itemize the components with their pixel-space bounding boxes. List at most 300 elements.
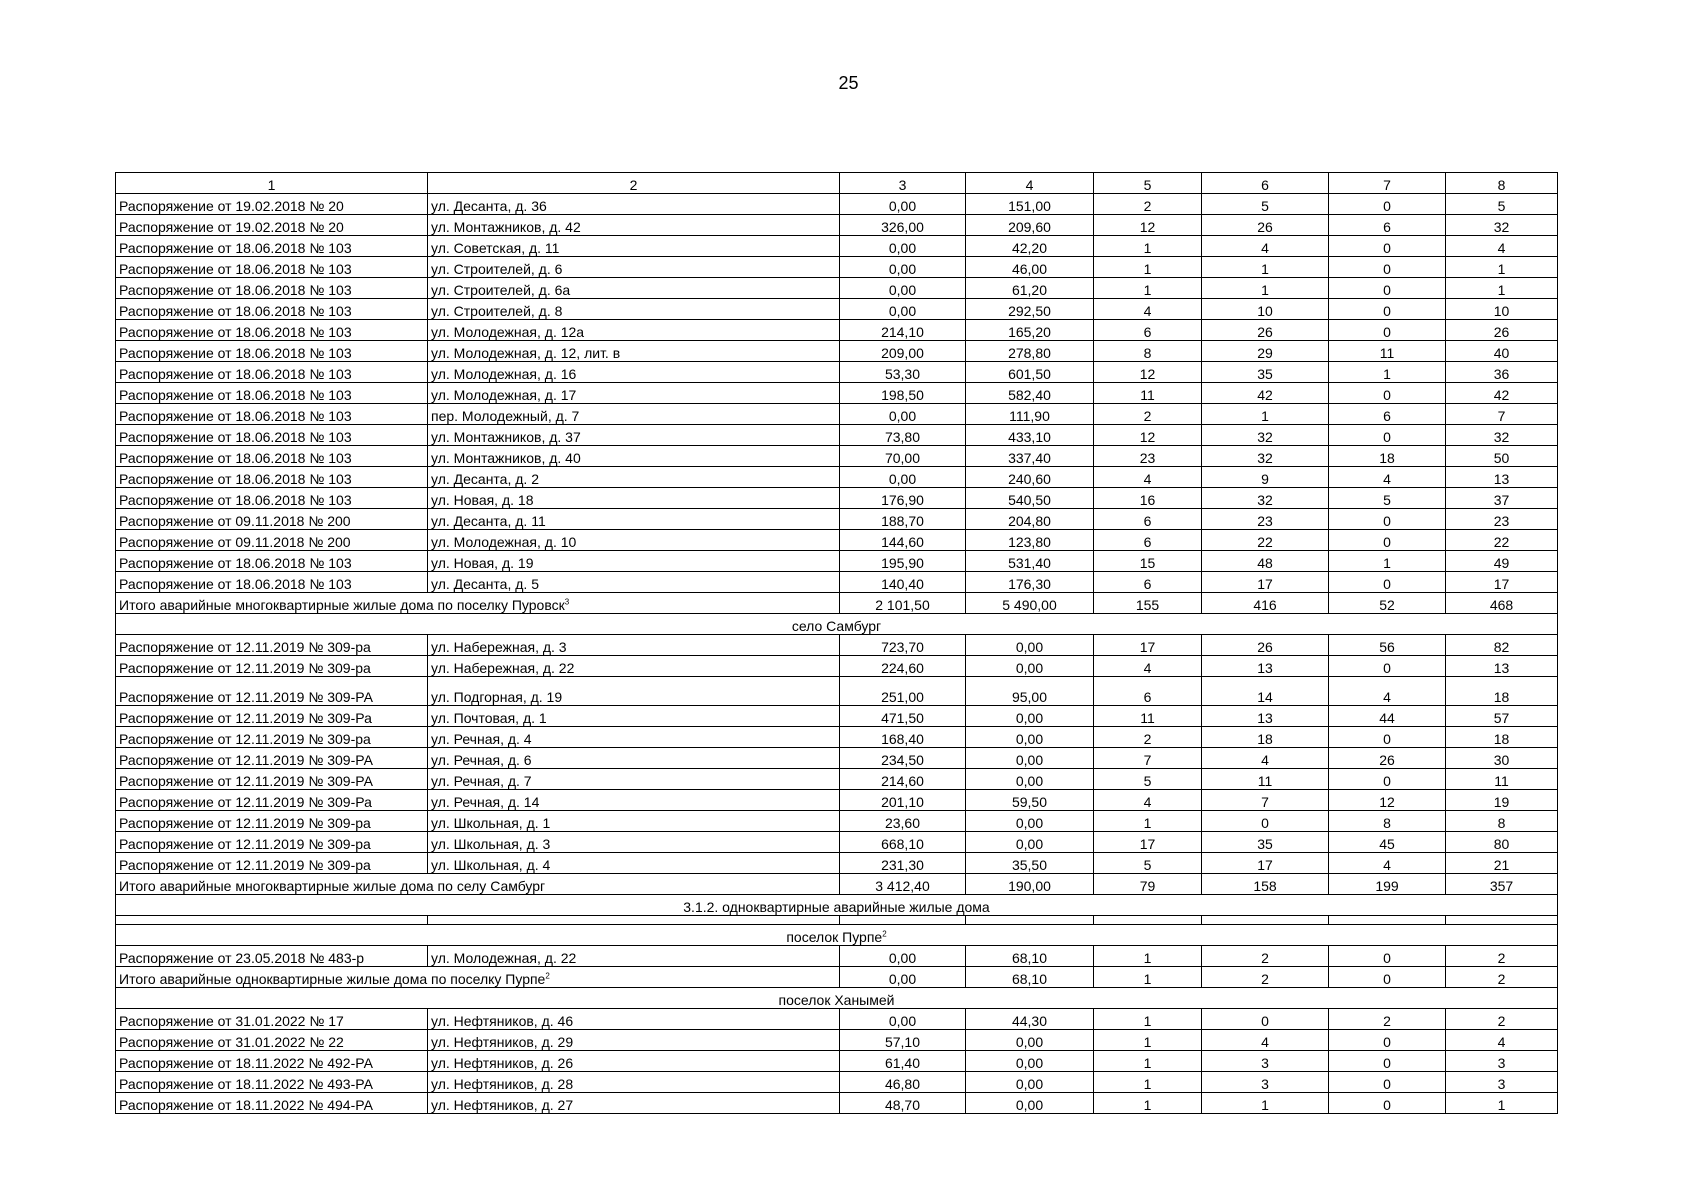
value-cell: 0,00 [840,467,966,488]
spacer-cell [1094,916,1202,925]
value-cell: 15 [1094,551,1202,572]
address-cell: ул. Монтажников, д. 37 [428,425,840,446]
order-cell: Распоряжение от 18.06.2018 № 103 [116,341,428,362]
value-cell: 0 [1202,811,1329,832]
value-cell: 17 [1202,853,1329,874]
table-row [116,341,1558,362]
value-cell: 0,00 [840,946,966,967]
section-title: село Самбург [791,618,882,634]
total-value-cell: 0,00 [840,967,966,988]
address-cell: ул. Монтажников, д. 42 [428,215,840,236]
value-cell: 165,20 [966,320,1094,341]
value-cell: 1 [1446,1093,1558,1114]
value-cell: 61,20 [966,278,1094,299]
value-cell: 0,00 [966,769,1094,790]
section-title: поселок Ханымей [778,992,895,1008]
value-cell: 29 [1202,341,1329,362]
table-row [116,706,1558,727]
value-cell: 44,30 [966,1009,1094,1030]
address-cell: ул. Строителей, д. 6 [428,257,840,278]
value-cell: 0,00 [966,1093,1094,1114]
footnote-marker: 3 [564,597,570,607]
value-cell: 35 [1202,832,1329,853]
total-value-cell: 52 [1329,593,1446,614]
value-cell: 1 [1094,1051,1202,1072]
total-value-cell: 2 [1446,967,1558,988]
value-cell: 6 [1329,215,1446,236]
value-cell: 32 [1446,425,1558,446]
order-cell: Распоряжение от 18.06.2018 № 103 [116,362,428,383]
value-cell: 292,50 [966,299,1094,320]
total-row [116,593,1558,614]
spacer-row [116,916,1558,925]
value-cell: 9 [1202,467,1329,488]
table-row [116,572,1558,593]
address-cell: ул. Строителей, д. 6а [428,278,840,299]
value-cell: 4 [1202,748,1329,769]
address-cell: ул. Речная, д. 6 [428,748,840,769]
value-cell: 3 [1446,1072,1558,1093]
value-cell: 0 [1329,1072,1446,1093]
value-cell: 13 [1202,656,1329,677]
value-cell: 0 [1202,1009,1329,1030]
order-cell: Распоряжение от 18.06.2018 № 103 [116,383,428,404]
value-cell: 123,80 [966,530,1094,551]
value-cell: 0 [1329,278,1446,299]
value-cell: 471,50 [840,706,966,727]
section-header-row [116,614,1558,635]
address-cell: ул. Нефтяников, д. 28 [428,1072,840,1093]
total-value-cell: 357 [1446,874,1558,895]
order-cell: Распоряжение от 12.11.2019 № 309-РА [116,748,428,769]
value-cell: 11 [1094,383,1202,404]
address-cell: ул. Советская, д. 11 [428,236,840,257]
table-body [116,173,1558,1114]
total-row [116,874,1558,895]
value-cell: 1 [1202,257,1329,278]
value-cell: 48 [1202,551,1329,572]
table-row [116,727,1558,748]
value-cell: 1 [1094,1093,1202,1114]
value-cell: 1 [1202,1093,1329,1114]
value-cell: 0 [1329,946,1446,967]
value-cell: 0,00 [966,1051,1094,1072]
value-cell: 251,00 [840,677,966,706]
value-cell: 23 [1202,509,1329,530]
section-header-row [116,988,1558,1009]
value-cell: 582,40 [966,383,1094,404]
value-cell: 23 [1446,509,1558,530]
table-row [116,320,1558,341]
value-cell: 0 [1329,572,1446,593]
value-cell: 5 [1446,194,1558,215]
spacer-cell [1202,916,1329,925]
value-cell: 2 [1446,1009,1558,1030]
total-value-cell: 3 412,40 [840,874,966,895]
value-cell: 26 [1202,635,1329,656]
value-cell: 2 [1329,1009,1446,1030]
order-cell: Распоряжение от 19.02.2018 № 20 [116,215,428,236]
value-cell: 0,00 [840,278,966,299]
value-cell: 531,40 [966,551,1094,572]
order-cell: Распоряжение от 18.11.2022 № 492-РА [116,1051,428,1072]
value-cell: 0,00 [966,748,1094,769]
value-cell: 6 [1094,320,1202,341]
value-cell: 4 [1202,236,1329,257]
value-cell: 0,00 [966,656,1094,677]
value-cell: 278,80 [966,341,1094,362]
value-cell: 12 [1094,215,1202,236]
value-cell: 1 [1094,1030,1202,1051]
table-row [116,790,1558,811]
value-cell: 2 [1094,727,1202,748]
value-cell: 6 [1094,572,1202,593]
address-cell: ул. Десанта, д. 2 [428,467,840,488]
order-cell: Распоряжение от 18.06.2018 № 103 [116,467,428,488]
value-cell: 21 [1446,853,1558,874]
value-cell: 6 [1329,404,1446,425]
address-cell: ул. Школьная, д. 4 [428,853,840,874]
total-value-cell: 2 [1202,967,1329,988]
order-cell: Распоряжение от 18.06.2018 № 103 [116,446,428,467]
value-cell: 48,70 [840,1093,966,1114]
total-value-cell: 190,00 [966,874,1094,895]
value-cell: 1 [1094,278,1202,299]
value-cell: 0,00 [966,811,1094,832]
order-cell: Распоряжение от 12.11.2019 № 309-РА [116,769,428,790]
value-cell: 195,90 [840,551,966,572]
value-cell: 0 [1329,1030,1446,1051]
table-row [116,832,1558,853]
value-cell: 18 [1446,677,1558,706]
value-cell: 17 [1094,832,1202,853]
value-cell: 42 [1446,383,1558,404]
value-cell: 6 [1094,677,1202,706]
value-cell: 53,30 [840,362,966,383]
value-cell: 3 [1446,1051,1558,1072]
value-cell: 5 [1094,853,1202,874]
value-cell: 37 [1446,488,1558,509]
value-cell: 214,10 [840,320,966,341]
total-value-cell: 155 [1094,593,1202,614]
value-cell: 0,00 [966,1030,1094,1051]
value-cell: 8 [1329,811,1446,832]
value-cell: 0,00 [966,635,1094,656]
value-cell: 0 [1329,1093,1446,1114]
value-cell: 151,00 [966,194,1094,215]
order-cell: Распоряжение от 19.02.2018 № 20 [116,194,428,215]
value-cell: 2 [1202,946,1329,967]
value-cell: 668,10 [840,832,966,853]
value-cell: 46,80 [840,1072,966,1093]
column-number-cell: 6 [1202,173,1329,194]
value-cell: 35 [1202,362,1329,383]
value-cell: 18 [1202,727,1329,748]
value-cell: 35,50 [966,853,1094,874]
order-cell: Распоряжение от 18.06.2018 № 103 [116,404,428,425]
value-cell: 234,50 [840,748,966,769]
value-cell: 12 [1094,362,1202,383]
section-header-cell [116,895,1558,916]
address-cell: ул. Речная, д. 7 [428,769,840,790]
address-cell: ул. Набережная, д. 22 [428,656,840,677]
value-cell: 56 [1329,635,1446,656]
value-cell: 5 [1094,769,1202,790]
address-cell: ул. Нефтяников, д. 29 [428,1030,840,1051]
value-cell: 433,10 [966,425,1094,446]
column-number-cell: 1 [116,173,428,194]
value-cell: 144,60 [840,530,966,551]
table-row [116,194,1558,215]
value-cell: 2 [1094,194,1202,215]
value-cell: 1 [1329,362,1446,383]
table-row [116,383,1558,404]
value-cell: 7 [1446,404,1558,425]
total-label-cell [116,967,840,988]
value-cell: 1 [1094,1072,1202,1093]
value-cell: 10 [1202,299,1329,320]
order-cell: Распоряжение от 23.05.2018 № 483-р [116,946,428,967]
total-value-cell: 468 [1446,593,1558,614]
value-cell: 13 [1202,706,1329,727]
table-row [116,677,1558,706]
table-row [116,1093,1558,1114]
value-cell: 209,00 [840,341,966,362]
spacer-cell [428,916,840,925]
address-cell: ул. Новая, д. 18 [428,488,840,509]
total-value-cell: 158 [1202,874,1329,895]
value-cell: 10 [1446,299,1558,320]
value-cell: 8 [1094,341,1202,362]
value-cell: 601,50 [966,362,1094,383]
value-cell: 59,50 [966,790,1094,811]
value-cell: 26 [1446,320,1558,341]
value-cell: 5 [1329,488,1446,509]
value-cell: 1 [1329,551,1446,572]
value-cell: 224,60 [840,656,966,677]
total-value-cell: 1 [1094,967,1202,988]
value-cell: 2 [1094,404,1202,425]
column-number-cell: 4 [966,173,1094,194]
value-cell: 6 [1094,530,1202,551]
address-cell: ул. Новая, д. 19 [428,551,840,572]
table-row [116,811,1558,832]
table-row [116,299,1558,320]
value-cell: 32 [1446,215,1558,236]
value-cell: 198,50 [840,383,966,404]
value-cell: 0 [1329,236,1446,257]
value-cell: 17 [1202,572,1329,593]
table-row [116,769,1558,790]
value-cell: 26 [1329,748,1446,769]
value-cell: 18 [1446,727,1558,748]
order-cell: Распоряжение от 12.11.2019 № 309-ра [116,727,428,748]
total-label: Итого аварийные одноквартирные жилые дома по поселку Пурпе [119,971,546,987]
value-cell: 176,30 [966,572,1094,593]
value-cell: 0 [1329,530,1446,551]
address-cell: ул. Нефтяников, д. 26 [428,1051,840,1072]
order-cell: Распоряжение от 31.01.2022 № 22 [116,1030,428,1051]
table-row [116,1072,1558,1093]
total-value-cell: 5 490,00 [966,593,1094,614]
address-cell: ул. Десанта, д. 36 [428,194,840,215]
value-cell: 1 [1202,278,1329,299]
value-cell: 540,50 [966,488,1094,509]
table-row [116,551,1558,572]
value-cell: 40 [1446,341,1558,362]
address-cell: ул. Подгорная, д. 19 [428,677,840,706]
value-cell: 0,00 [966,832,1094,853]
value-cell: 11 [1329,341,1446,362]
column-number-cell: 3 [840,173,966,194]
value-cell: 0,00 [840,236,966,257]
value-cell: 7 [1202,790,1329,811]
value-cell: 68,10 [966,946,1094,967]
value-cell: 95,00 [966,677,1094,706]
value-cell: 0 [1329,299,1446,320]
value-cell: 4 [1329,853,1446,874]
value-cell: 4 [1202,1030,1329,1051]
order-cell: Распоряжение от 18.06.2018 № 103 [116,425,428,446]
address-cell: ул. Десанта, д. 5 [428,572,840,593]
order-cell: Распоряжение от 18.06.2018 № 103 [116,572,428,593]
value-cell: 19 [1446,790,1558,811]
value-cell: 201,10 [840,790,966,811]
total-value-cell: 2 101,50 [840,593,966,614]
address-cell: ул. Молодежная, д. 12, лит. в [428,341,840,362]
section-header-row [116,895,1558,916]
value-cell: 4 [1446,1030,1558,1051]
order-cell: Распоряжение от 12.11.2019 № 309-Ра [116,706,428,727]
value-cell: 46,00 [966,257,1094,278]
value-cell: 0,00 [966,706,1094,727]
column-number-row [116,173,1558,194]
value-cell: 1 [1202,404,1329,425]
address-cell: ул. Молодежная, д. 12а [428,320,840,341]
table-row [116,215,1558,236]
value-cell: 4 [1329,467,1446,488]
value-cell: 32 [1202,425,1329,446]
value-cell: 231,30 [840,853,966,874]
table-row [116,635,1558,656]
value-cell: 209,60 [966,215,1094,236]
total-label: Итого аварийные многоквартирные жилые дома по селу Самбург [119,878,546,894]
order-cell: Распоряжение от 18.06.2018 № 103 [116,278,428,299]
value-cell: 13 [1446,467,1558,488]
column-number-cell: 7 [1329,173,1446,194]
value-cell: 3 [1202,1072,1329,1093]
value-cell: 30 [1446,748,1558,769]
footnote-marker: 2 [545,971,550,981]
address-cell: ул. Десанта, д. 11 [428,509,840,530]
address-cell: ул. Строителей, д. 8 [428,299,840,320]
address-cell: ул. Речная, д. 4 [428,727,840,748]
table-row [116,404,1558,425]
total-value-cell: 416 [1202,593,1329,614]
value-cell: 11 [1202,769,1329,790]
value-cell: 4 [1094,299,1202,320]
value-cell: 14 [1202,677,1329,706]
value-cell: 0 [1329,727,1446,748]
value-cell: 11 [1094,706,1202,727]
value-cell: 168,40 [840,727,966,748]
value-cell: 0,00 [840,404,966,425]
value-cell: 111,90 [966,404,1094,425]
address-cell: ул. Молодежная, д. 17 [428,383,840,404]
value-cell: 240,60 [966,467,1094,488]
value-cell: 70,00 [840,446,966,467]
table-row [116,1030,1558,1051]
housing-registry-table [115,172,1558,1114]
total-label-cell [116,874,840,895]
value-cell: 32 [1202,488,1329,509]
value-cell: 45 [1329,832,1446,853]
value-cell: 44 [1329,706,1446,727]
total-label-cell [116,593,840,614]
page-number: 25 [838,73,859,93]
value-cell: 0,00 [966,1072,1094,1093]
spacer-cell [116,916,428,925]
value-cell: 12 [1329,790,1446,811]
address-cell: ул. Молодежная, д. 22 [428,946,840,967]
address-cell: ул. Нефтяников, д. 27 [428,1093,840,1114]
value-cell: 16 [1094,488,1202,509]
value-cell: 2 [1446,946,1558,967]
total-value-cell: 0 [1329,967,1446,988]
value-cell: 73,80 [840,425,966,446]
order-cell: Распоряжение от 18.06.2018 № 103 [116,488,428,509]
value-cell: 61,40 [840,1051,966,1072]
table-row [116,1009,1558,1030]
order-cell: Распоряжение от 12.11.2019 № 309-ра [116,853,428,874]
value-cell: 80 [1446,832,1558,853]
value-cell: 0 [1329,509,1446,530]
address-cell: ул. Монтажников, д. 40 [428,446,840,467]
value-cell: 0 [1329,257,1446,278]
table-row [116,509,1558,530]
address-cell: ул. Речная, д. 14 [428,790,840,811]
value-cell: 7 [1094,748,1202,769]
address-cell: пер. Молодежный, д. 7 [428,404,840,425]
value-cell: 50 [1446,446,1558,467]
table-row [116,946,1558,967]
address-cell: ул. Набережная, д. 3 [428,635,840,656]
value-cell: 26 [1202,320,1329,341]
spacer-cell [1329,916,1446,925]
total-label: Итого аварийные многоквартирные жилые дома по поселку Пуровск [119,597,565,613]
order-cell: Распоряжение от 18.11.2022 № 494-РА [116,1093,428,1114]
total-value-cell: 199 [1329,874,1446,895]
value-cell: 57 [1446,706,1558,727]
order-cell: Распоряжение от 12.11.2019 № 309-ра [116,635,428,656]
table-row [116,853,1558,874]
value-cell: 4 [1094,790,1202,811]
value-cell: 0,00 [840,299,966,320]
column-number-cell: 5 [1094,173,1202,194]
value-cell: 17 [1094,635,1202,656]
table-row [116,656,1558,677]
order-cell: Распоряжение от 12.11.2019 № 309-ра [116,656,428,677]
order-cell: Распоряжение от 18.06.2018 № 103 [116,236,428,257]
total-value-cell: 79 [1094,874,1202,895]
value-cell: 1 [1446,257,1558,278]
value-cell: 11 [1446,769,1558,790]
order-cell: Распоряжение от 09.11.2018 № 200 [116,509,428,530]
value-cell: 0,00 [840,1009,966,1030]
value-cell: 4 [1094,467,1202,488]
value-cell: 82 [1446,635,1558,656]
order-cell: Распоряжение от 18.11.2022 № 493-РА [116,1072,428,1093]
